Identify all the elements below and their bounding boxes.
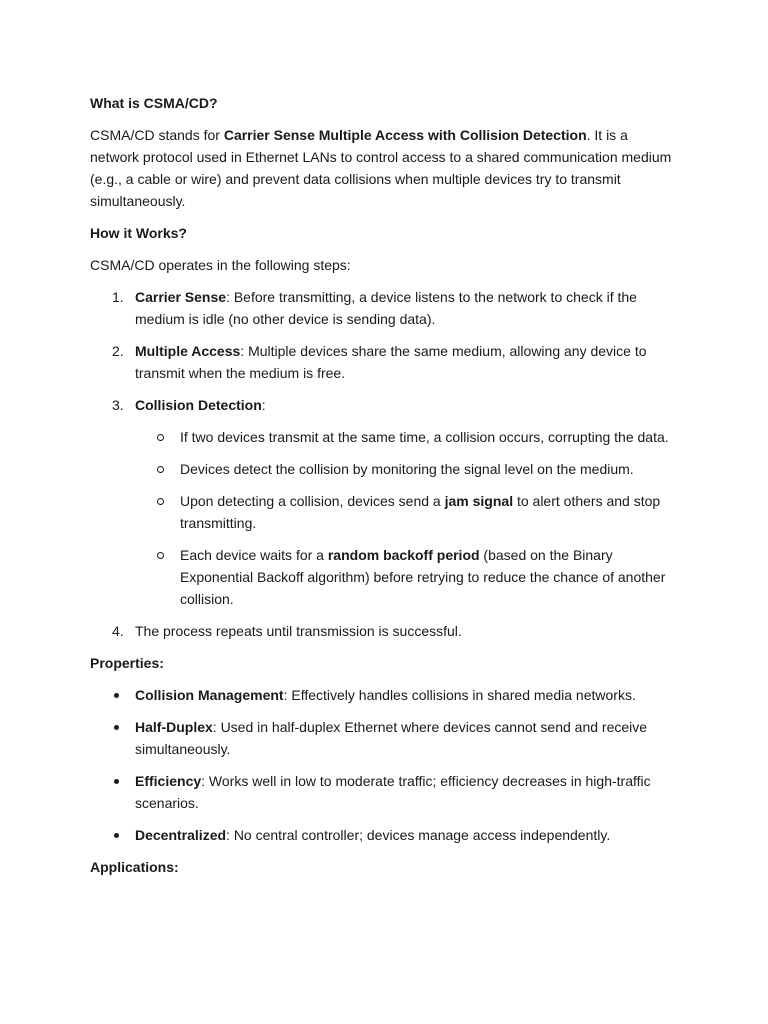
step-title: Carrier Sense [135,289,227,305]
heading-how-it-works: How it Works? [90,225,187,241]
step-title: Multiple Access [135,343,241,359]
property-text: : Used in half-duplex Ethernet where devices cannot send and receive simultaneously. [135,719,648,757]
property-item [90,716,680,760]
property-text: : Works well in low to moderate traffic; efficiency decreases in high-traffic scenarios. [135,773,651,811]
substep-text: If two devices transmit at the same time, a collision occurs, corrupting the data. [180,429,669,445]
heading-properties: Properties: [90,655,164,671]
property-title: Half-Duplex [135,719,213,735]
property-text: : No central controller; devices manage access independently. [226,827,611,843]
property-text: : Effectively handles collisions in shared media networks. [283,687,636,703]
step-item [90,620,680,642]
step-item [90,340,680,384]
substep-text: Devices detect the collision by monitoring the signal level on the medium. [180,461,634,477]
bullet-dot-icon [114,693,119,698]
hollow-circle-bullet-icon [157,552,164,559]
properties-list [90,684,680,846]
substep-item [135,490,680,534]
substep-emphasis: random backoff period [327,547,480,563]
substep-item [135,544,680,610]
collision-substeps-list [135,426,680,610]
steps-lead: CSMA/CD operates in the following steps: [90,257,351,273]
intro-paragraph [90,124,680,212]
property-item [90,824,680,846]
step-item [90,394,680,610]
step-text: : [261,397,266,413]
bullet-dot-icon [114,725,119,730]
step-text: The process repeats until transmission is successful. [135,623,462,639]
substep-text-start: Each device waits for a [180,547,328,563]
steps-list [90,286,680,642]
heading-applications: Applications: [90,859,179,875]
property-title: Efficiency [135,773,202,789]
bullet-dot-icon [114,833,119,838]
substep-text-end: to alert others and stop transmitting. [180,493,661,531]
heading-what-is: What is CSMA/CD? [90,95,218,111]
step-title: Collision Detection [135,397,262,413]
document-page [90,92,680,888]
property-item [90,684,680,706]
step-text: : Multiple devices share the same medium, allowing any device to transmit when the medium is free. [135,343,647,381]
substep-emphasis: jam signal [444,493,514,509]
step-number: 3. [112,397,124,413]
substep-text-end: (based on the Binary Exponential Backoff algorithm) before retrying to reduce the chance of another collision. [180,547,666,607]
property-item [90,770,680,814]
step-number: 1. [112,289,124,305]
substep-text-start: Upon detecting a collision, devices send a [180,493,445,509]
step-number: 2. [112,343,124,359]
intro-acronym-expansion: Carrier Sense Multiple Access with Collision Detection [223,127,587,143]
intro-text-end: . It is a network protocol used in Ethernet LANs to control access to a shared communication medium (e.g., a cable or wire) and prevent data collisions when multiple devices try to transmit simultaneously. [90,127,672,209]
substep-item [135,458,680,480]
hollow-circle-bullet-icon [157,498,164,505]
property-title: Collision Management [135,687,284,703]
property-title: Decentralized [135,827,227,843]
hollow-circle-bullet-icon [157,434,164,441]
intro-text-start: CSMA/CD stands for [90,127,224,143]
substep-item [135,426,680,448]
step-text: : Before transmitting, a device listens to the network to check if the medium is idle (no other device is sending data). [135,289,637,327]
step-item [90,286,680,330]
step-number: 4. [112,623,124,639]
bullet-dot-icon [114,779,119,784]
hollow-circle-bullet-icon [157,466,164,473]
